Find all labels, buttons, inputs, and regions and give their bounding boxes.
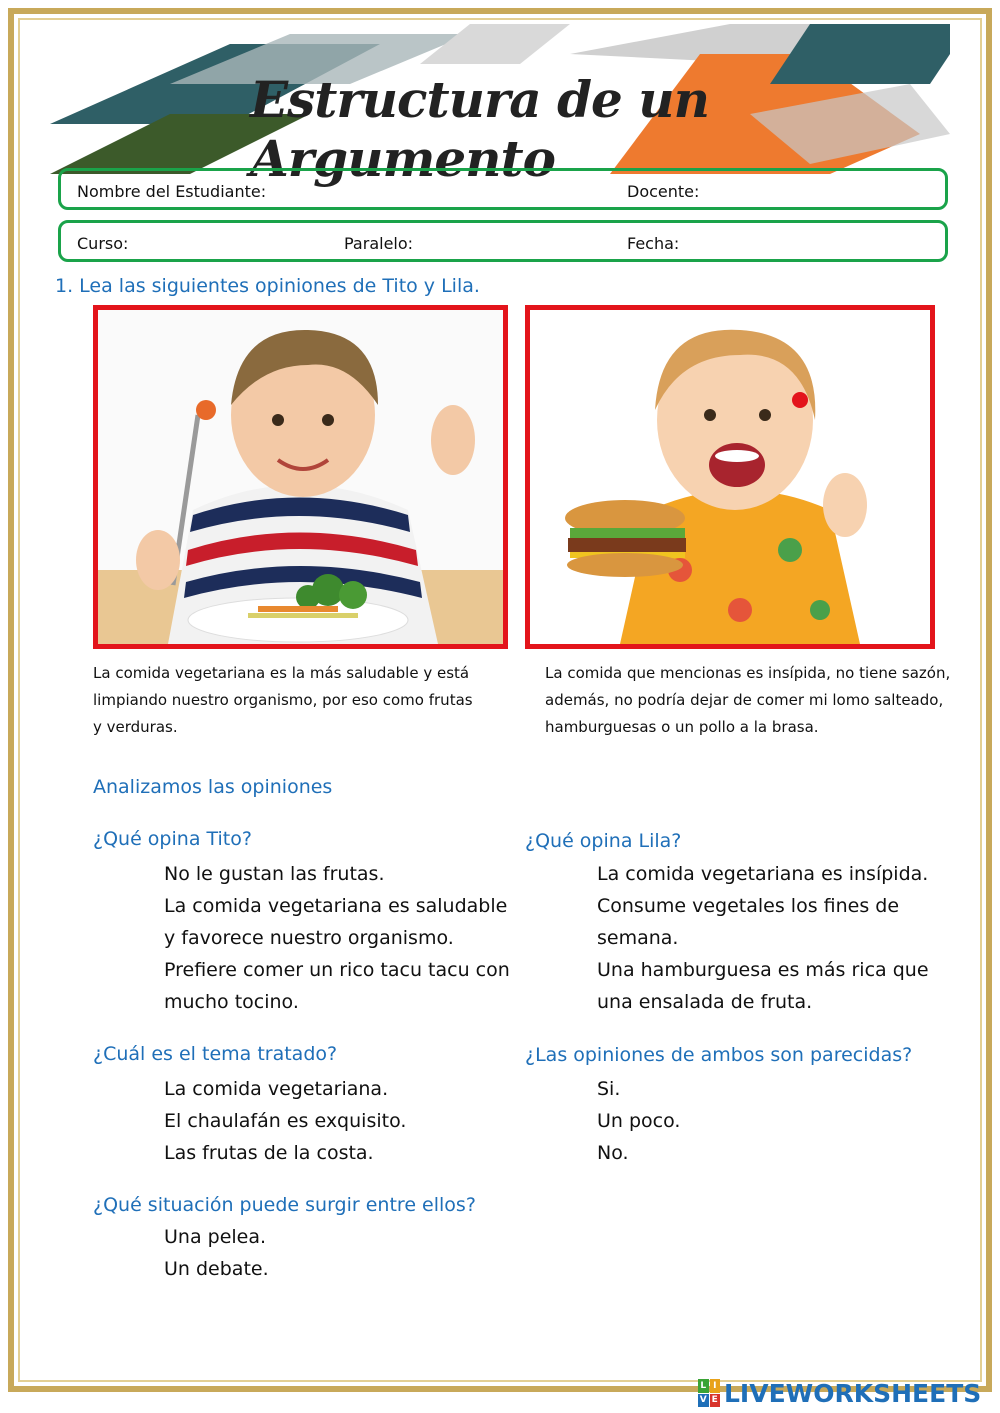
option-topic-2[interactable]: El chaulafán es exquisito. — [164, 1110, 407, 1132]
liveworksheets-logo — [698, 1378, 981, 1408]
tito-photo — [93, 305, 508, 649]
options-lila — [597, 858, 929, 1018]
option-tito-3a[interactable]: Prefiere comer un rico tacu tacu con — [164, 959, 510, 981]
option-tito-1[interactable]: No le gustan las frutas. — [164, 863, 385, 885]
option-topic-1[interactable]: La comida vegetariana. — [164, 1078, 389, 1100]
option-similar-1[interactable]: Si. — [597, 1078, 621, 1100]
option-lila-3b[interactable]: una ensalada de fruta. — [597, 991, 813, 1013]
option-lila-1[interactable]: La comida vegetariana es insípida. — [597, 863, 929, 885]
tito-caption-line: La comida vegetariana es la más saludable y está — [93, 664, 470, 682]
option-tito-2b[interactable]: y favorece nuestro organismo. — [164, 927, 454, 949]
instruction-text: 1. Lea las siguientes opiniones de Tito y Lila. — [55, 275, 480, 297]
option-tito-3b[interactable]: mucho tocino. — [164, 991, 299, 1013]
lila-caption-line: hamburguesas o un pollo a la brasa. — [545, 718, 819, 736]
lila-photo — [525, 305, 935, 649]
question-situation: ¿Qué situación puede surgir entre ellos? — [93, 1194, 476, 1216]
question-topic: ¿Cuál es el tema tratado? — [93, 1043, 338, 1065]
lila-caption-line: además, no podría dejar de comer mi lomo salteado, — [545, 691, 944, 709]
student-name-label: Nombre del Estudiante: — [77, 182, 267, 201]
option-topic-3[interactable]: Las frutas de la costa. — [164, 1142, 374, 1164]
section-label: Paralelo: — [344, 234, 414, 253]
student-info-box — [58, 168, 948, 210]
option-situation-2[interactable]: Un debate. — [164, 1258, 269, 1280]
option-similar-2[interactable]: Un poco. — [597, 1110, 681, 1132]
liveworksheets-badge-icon: L I V E — [698, 1379, 720, 1407]
option-lila-2a[interactable]: Consume vegetales los fines de — [597, 895, 900, 917]
tito-caption-line: y verduras. — [93, 718, 178, 736]
question-similar: ¿Las opiniones de ambos son parecidas? — [525, 1044, 913, 1066]
question-lila: ¿Qué opina Lila? — [525, 830, 682, 852]
option-tito-2a[interactable]: La comida vegetariana es saludable — [164, 895, 508, 917]
option-situation-1[interactable]: Una pelea. — [164, 1226, 267, 1248]
liveworksheets-text: LIVEWORKSHEETS — [724, 1378, 982, 1408]
options-similar — [597, 1073, 680, 1169]
option-similar-3[interactable]: No. — [597, 1142, 629, 1164]
option-lila-3a[interactable]: Una hamburguesa es más rica que — [597, 959, 929, 981]
options-situation — [164, 1221, 269, 1285]
course-label: Curso: — [77, 234, 129, 253]
lila-caption — [545, 660, 950, 741]
option-lila-2b[interactable]: semana. — [597, 927, 679, 949]
options-tito — [164, 858, 510, 1018]
page-title: Estructura de un Argumento — [250, 70, 709, 188]
question-tito: ¿Qué opina Tito? — [93, 828, 252, 850]
date-label: Fecha: — [627, 234, 680, 253]
tito-caption — [93, 660, 473, 741]
lila-caption-line: La comida que mencionas es insípida, no tiene sazón, — [545, 664, 951, 682]
analysis-heading: Analizamos las opiniones — [93, 776, 333, 798]
options-topic — [164, 1073, 406, 1169]
course-info-box — [58, 220, 948, 262]
teacher-label: Docente: — [627, 182, 700, 201]
tito-caption-line: limpiando nuestro organismo, por eso como frutas — [93, 691, 473, 709]
